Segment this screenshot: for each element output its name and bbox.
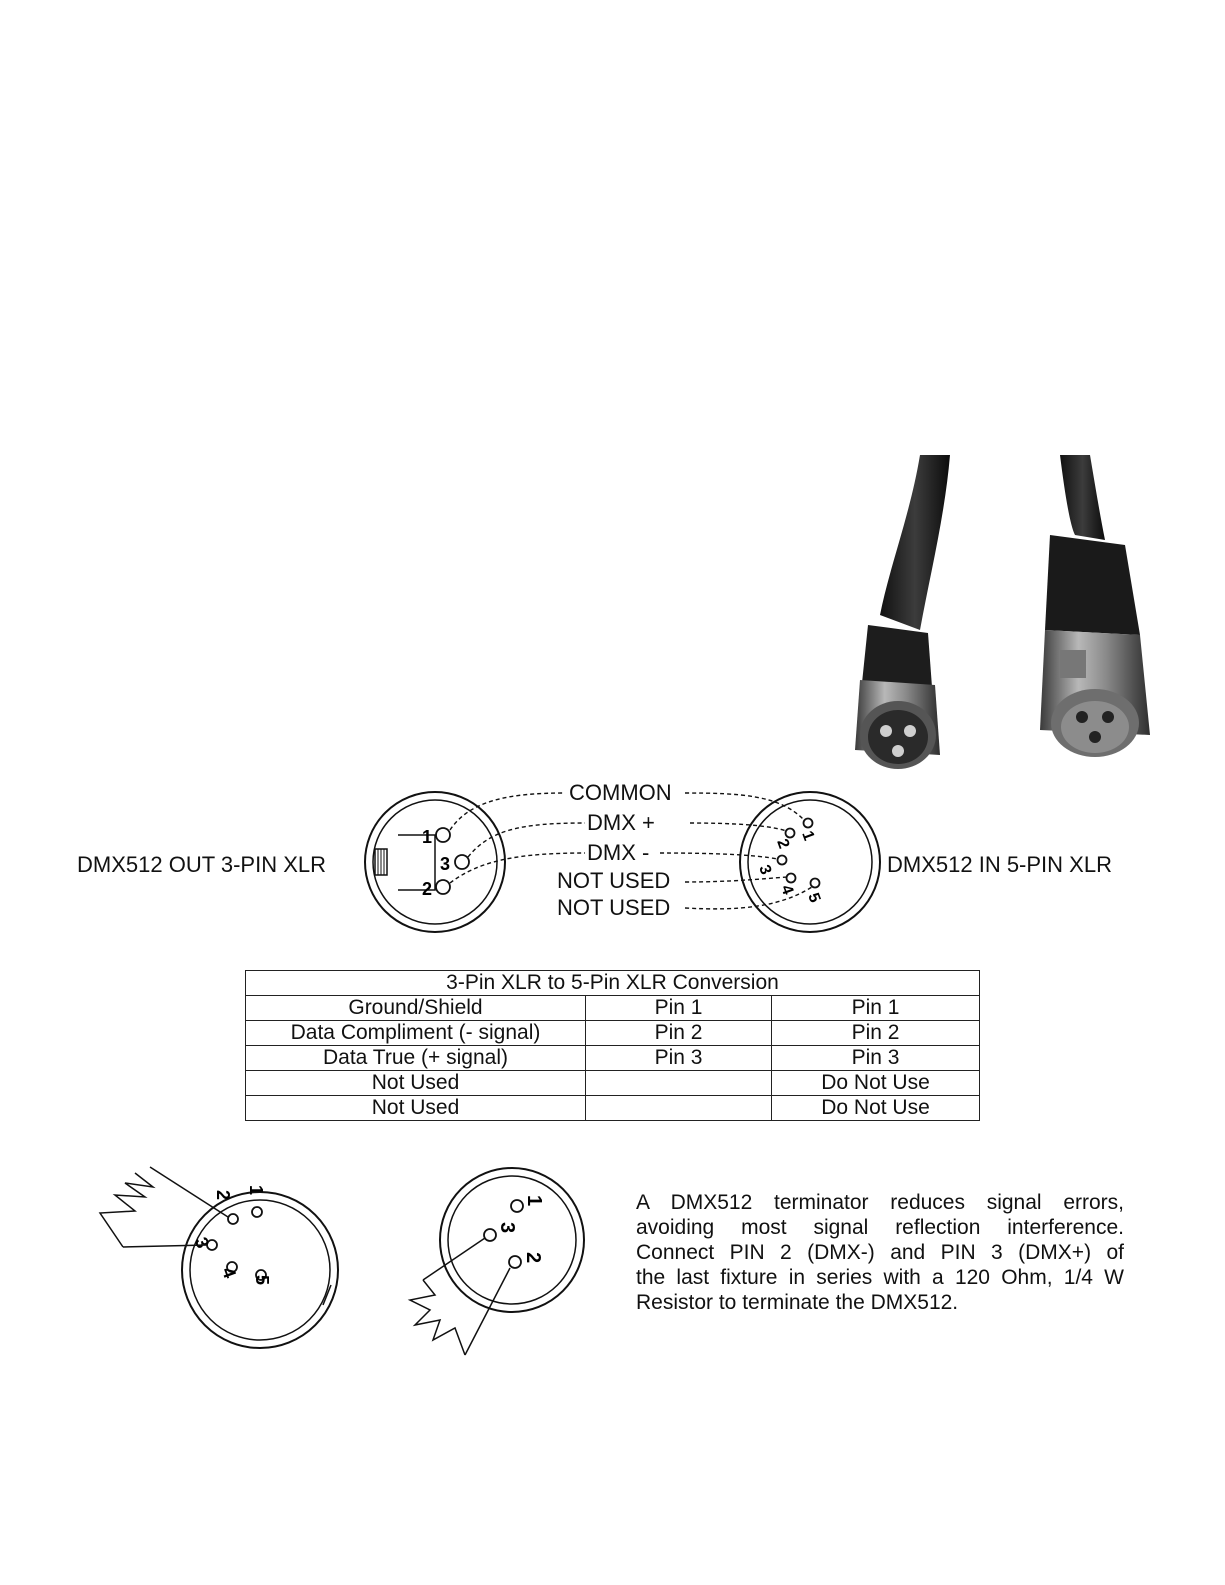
note-line: the last fixture in series with a 120 Ohm, 1/4 W [636,1266,1124,1289]
wire-label-dmx-minus: DMX - [587,840,650,865]
note-line: A DMX512 terminator reduces signal errors, [636,1191,1124,1214]
table-row [246,1046,980,1071]
wire-label-common: COMMON [569,780,672,805]
table-row [246,1096,980,1121]
table-row [246,996,980,1021]
table-cell: Pin 3 [586,1046,772,1071]
five-pin-number: 1 [246,1185,266,1196]
five-pin-number: 1 [798,828,818,844]
table-cell: Do Not Use [772,1096,980,1121]
five-pin-terminator-plug [95,1155,345,1370]
three-pin-terminator-plug [405,1150,610,1365]
table-cell: Pin 2 [772,1021,980,1046]
five-pin-number: 2 [773,836,793,852]
table-cell [586,1071,772,1096]
note-line: Resistor to terminate the DMX512. [636,1291,959,1314]
five-pin-connector [740,792,880,932]
table-cell [586,1096,772,1121]
table-cell: Not Used [246,1071,586,1096]
dmx-in-5pin-label: DMX512 IN 5-PIN XLR [887,852,1112,877]
wire-label-not-used: NOT USED [557,895,671,920]
five-pin-number: 2 [213,1190,233,1201]
five-pin-number: 4 [777,882,797,898]
three-pin-number: 3 [440,854,451,874]
three-pin-number: 1 [523,1195,545,1207]
dmx-out-3pin-label: DMX512 OUT 3-PIN XLR [77,852,327,877]
xlr-cable-photo [850,455,1225,775]
five-pin-number: 4 [217,1264,241,1281]
conversion-table [245,970,980,1121]
five-pin-number: 3 [190,1234,214,1251]
table-cell: Pin 3 [772,1046,980,1071]
five-pin-number: 5 [252,1275,272,1286]
three-pin-number: 1 [422,827,433,847]
note-line: Connect PIN 2 (DMX-) and PIN 3 (DMX+) of [636,1241,1124,1264]
terminator-note [636,1190,1124,1315]
note-line: avoiding most signal reflection interference. [636,1216,1124,1239]
five-pin-number: 3 [755,862,775,878]
table-row [246,1071,980,1096]
table-cell: Pin 1 [772,996,980,1021]
table-cell: Do Not Use [772,1071,980,1096]
wire-label-dmx-plus: DMX + [587,810,655,835]
table-title-row [246,971,980,996]
three-pin-number: 3 [496,1222,518,1234]
five-pin-number: 5 [804,890,824,906]
table-cell: Ground/Shield [246,996,586,1021]
table-title: 3-Pin XLR to 5-Pin XLR Conversion [246,971,980,996]
three-pin-number: 2 [422,879,433,899]
table-row [246,1021,980,1046]
table-cell: Data True (+ signal) [246,1046,586,1071]
wire-label-not-used: NOT USED [557,868,671,893]
table-cell: Not Used [246,1096,586,1121]
table-cell: Pin 2 [586,1021,772,1046]
three-pin-connector [365,792,505,932]
three-pin-number: 2 [522,1252,544,1264]
table-cell: Pin 1 [586,996,772,1021]
table-cell: Data Compliment (- signal) [246,1021,586,1046]
